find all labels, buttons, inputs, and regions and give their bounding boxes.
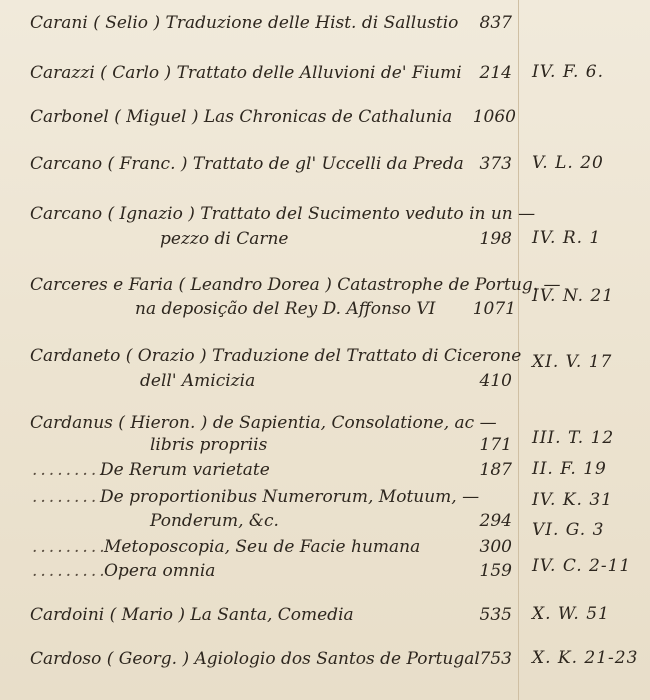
entry-text: De proportionibus Numerorum, Motuum, — [100,487,480,507]
shelf-mark: V. L. 20 [532,153,604,173]
entry-number: 535 [479,605,512,625]
entry-text: Carcano ( Ignazio ) Trattato del Sucimento veduto in un — [30,204,536,224]
shelf-mark: IV. R. 1 [532,228,602,248]
entry-number: 214 [479,63,512,83]
shelf-mark: IV. C. 2-11 [532,556,632,576]
entry-text: pezzo di Carne [160,229,289,249]
entry-number: 753 [479,649,512,669]
entry-text: Carcano ( Franc. ) Trattato de gl' Uccelli da Preda [30,154,464,174]
entry-number: 837 [479,13,512,33]
entry-text: na deposição del Rey D. Affonso VI [135,299,436,319]
shelf-mark: XI. V. 17 [532,352,613,372]
entry-number: 171 [479,435,512,455]
leader-dots: ......... [32,537,108,557]
leader-dots: ......... [32,460,108,480]
entry-text: Carazzi ( Carlo ) Trattato delle Alluvioni de' Fiumi [30,63,462,83]
entry-text: De Rerum varietate [100,460,270,480]
entry-text: Cardaneto ( Orazio ) Traduzione del Trattato di Cicerone [30,346,522,366]
entry-number: 294 [479,511,512,531]
shelf-mark: IV. F. 6. [532,62,605,82]
entry-number: 300 [479,537,512,557]
shelf-mark: X. W. 51 [532,604,610,624]
entry-number: 1060 [472,107,516,127]
entry-number: 159 [479,561,512,581]
entry-text: Carceres e Faria ( Leandro Dorea ) Catastrophe de Portug. — [30,275,561,295]
entry-text: Opera omnia [104,561,216,581]
entry-text: Carani ( Selio ) Traduzione delle Hist. di Sallustio [30,13,459,33]
entry-text: Cardoini ( Mario ) La Santa, Comedia [30,605,354,625]
entry-number: 373 [479,154,512,174]
shelf-mark: X. K. 21-23 [532,648,639,668]
shelf-mark: IV. K. 31 [532,490,613,510]
entry-text: Cardoso ( Georg. ) Agiologio dos Santos de Portugal [30,649,480,669]
shelf-mark: II. F. 19 [532,459,607,479]
entry-number: 410 [479,371,512,391]
entry-text: dell' Amicizia [140,371,256,391]
shelf-mark: III. T. 12 [532,428,615,448]
entry-text: libris propriis [150,435,268,455]
entry-text: Cardanus ( Hieron. ) de Sapientia, Consolatione, ac — [30,413,497,433]
shelf-mark: VI. G. 3 [532,520,605,540]
leader-dots: ........ [32,487,100,507]
entry-number: 198 [479,229,512,249]
entry-number: 187 [479,460,512,480]
entry-text: Metoposcopia, Seu de Facie humana [104,537,421,557]
entry-number: 1071 [472,299,516,319]
shelf-mark: IV. N. 21 [532,286,615,306]
entry-text: Carbonel ( Miguel ) Las Chronicas de Cathalunia [30,107,453,127]
entry-text: Ponderum, &c. [150,511,279,531]
leader-dots: ......... [32,561,108,581]
